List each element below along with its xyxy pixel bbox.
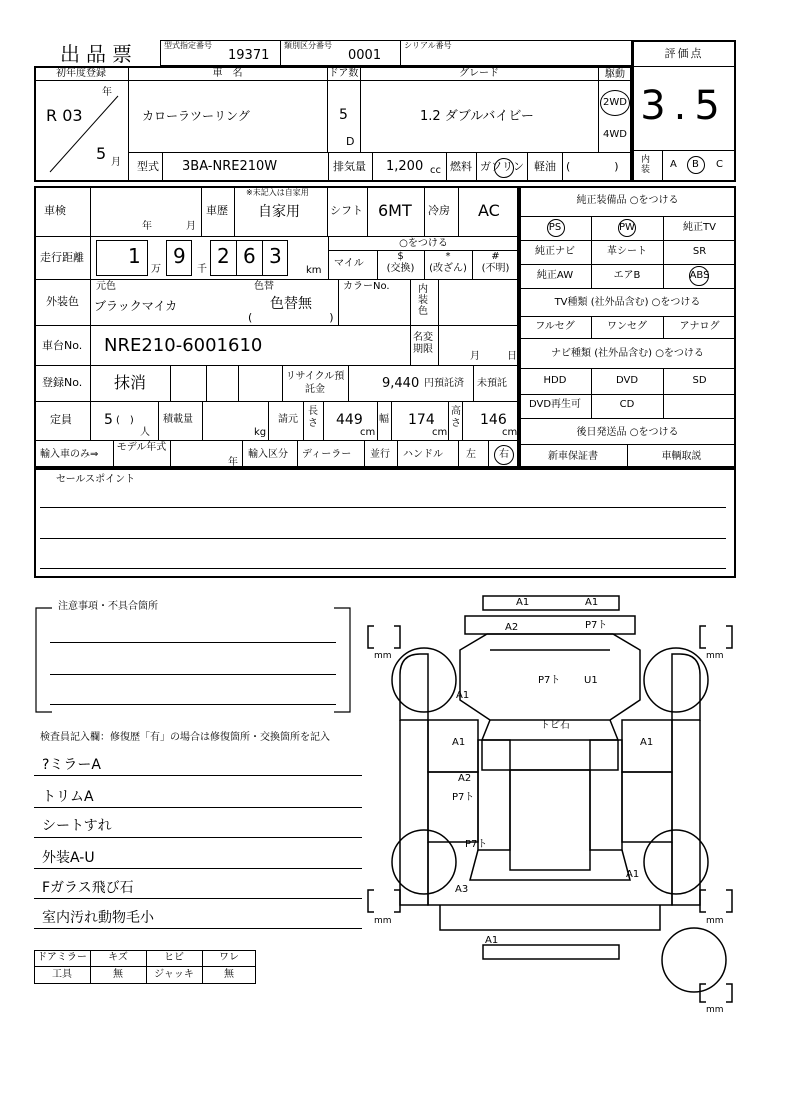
model-value: 3BA-NRE210W bbox=[182, 159, 278, 174]
note-line-4: 外装A-U bbox=[42, 850, 95, 866]
mileage-digit-5: 3 bbox=[269, 244, 282, 268]
interior-c[interactable]: C bbox=[716, 159, 723, 170]
dmg-rear-bumper: A1 bbox=[485, 935, 499, 946]
legend-header-mirror: ドアミラー bbox=[37, 952, 87, 963]
dmg-rear-door-left-b: P7ト bbox=[452, 792, 475, 803]
inspection-year-unit: 年 bbox=[142, 221, 152, 232]
note-line-1: ?ミラーA bbox=[42, 757, 102, 773]
month-value: 5 bbox=[96, 144, 107, 163]
navi-sd[interactable]: SD bbox=[692, 375, 707, 386]
legend-tools-value: 無 bbox=[113, 969, 123, 980]
dmg-front-bumper-left: A1 bbox=[516, 597, 530, 608]
dmg-front-fender-left: A1 bbox=[456, 690, 470, 701]
mm-unit-rr: mm bbox=[706, 916, 724, 926]
length-unit: cm bbox=[360, 427, 376, 438]
recycle-unpaid: 未預託 bbox=[477, 378, 507, 389]
inspection-label: 車検 bbox=[44, 204, 66, 217]
doors-label: ドア数 bbox=[328, 68, 359, 79]
navi-dvd-play[interactable]: DVD再生可 bbox=[528, 399, 582, 410]
height-label: 高さ bbox=[451, 406, 461, 429]
original-color-value: ブラックマイカ bbox=[94, 299, 178, 313]
equip-tv[interactable]: 純正TV bbox=[683, 222, 716, 233]
name-change-label: 名変期限 bbox=[413, 332, 433, 355]
exchange-sym: $ bbox=[397, 251, 404, 262]
serial-label: シリアル番号 bbox=[404, 41, 452, 50]
left-label[interactable]: 左 bbox=[466, 449, 476, 460]
type-cert-value: 19371 bbox=[228, 48, 270, 63]
history-note: ※未記入は自家用 bbox=[246, 188, 309, 197]
width-label: 幅 bbox=[379, 414, 389, 425]
dmg-roof-left: P7ト bbox=[538, 675, 561, 686]
tv-fullseg[interactable]: フルセグ bbox=[535, 321, 575, 332]
height-unit: cm bbox=[502, 427, 518, 438]
class-value: 0001 bbox=[348, 48, 382, 63]
dmg-roof-right: U1 bbox=[584, 675, 598, 686]
year-unit: 年 bbox=[102, 87, 112, 98]
original-color-label: 元色 bbox=[96, 281, 116, 292]
model-year-unit: 年 bbox=[228, 457, 238, 468]
fuel-paren: ( ) bbox=[566, 160, 619, 173]
sales-point-box bbox=[34, 468, 736, 578]
interior-b[interactable]: B bbox=[692, 159, 699, 170]
fuel-light[interactable]: 軽油 bbox=[534, 160, 556, 173]
chassis-value: NRE210-6001610 bbox=[104, 335, 263, 356]
mm-unit-fl: mm bbox=[374, 651, 392, 661]
tv-title: TV種類 (社外品含む) ○をつける bbox=[554, 297, 701, 308]
equip-airbag[interactable]: エアB bbox=[613, 270, 641, 281]
exchange-label[interactable]: (交換) bbox=[386, 263, 415, 274]
exterior-label: 外装色 bbox=[46, 295, 79, 308]
color-no-label: カラーNo. bbox=[343, 281, 390, 292]
history-label: 車歴 bbox=[206, 204, 228, 217]
tamper-sym: * bbox=[445, 251, 451, 262]
model-year-label: モデル年式 bbox=[116, 442, 167, 453]
dmg-front-bumper-right: A1 bbox=[585, 597, 599, 608]
capacity-label: 定員 bbox=[50, 413, 72, 426]
import-label: 輸入車のみ⇒ bbox=[40, 449, 99, 460]
note-line-5: Fガラス飛び石 bbox=[42, 880, 134, 896]
interior-a[interactable]: A bbox=[670, 159, 677, 170]
month-unit: 月 bbox=[111, 157, 121, 168]
circle-note: ○をつける bbox=[399, 238, 448, 249]
displacement-label: 排気量 bbox=[333, 160, 366, 173]
later-manual[interactable]: 車輌取説 bbox=[661, 451, 702, 462]
shift-value: 6MT bbox=[378, 201, 412, 220]
mm-unit-spare: mm bbox=[706, 1005, 724, 1015]
era-year: R 03 bbox=[46, 106, 83, 125]
grade-label: グレード bbox=[459, 68, 499, 79]
recycle-value: 9,440 bbox=[382, 376, 420, 391]
equipment-title: 純正装備品 ○をつける bbox=[576, 195, 679, 206]
legend-tools: 工具 bbox=[52, 969, 72, 980]
note-line-3: シートすれ bbox=[42, 818, 112, 834]
parallel-label[interactable]: 並行 bbox=[370, 449, 390, 460]
legend-header-break: ワレ bbox=[219, 952, 239, 963]
tv-oneseg[interactable]: ワンセグ bbox=[607, 321, 647, 332]
mileage-digit-1: 1 bbox=[128, 244, 141, 268]
displacement-value: 1,200 bbox=[386, 159, 424, 174]
doors-value: 5 bbox=[339, 107, 348, 123]
legend-header-scratch: キズ bbox=[108, 952, 128, 963]
equip-abs[interactable]: ABS bbox=[689, 270, 710, 281]
unknown-sym: # bbox=[491, 251, 500, 262]
equip-ps[interactable]: PS bbox=[548, 222, 562, 233]
import-class-label: 輸入区分 bbox=[248, 449, 288, 460]
inspection-month-unit: 月 bbox=[186, 221, 196, 232]
equip-aw[interactable]: 純正AW bbox=[536, 270, 574, 281]
person-unit: 人 bbox=[140, 427, 150, 438]
caution-label: 注意事項・不具合箇所 bbox=[58, 601, 158, 612]
repaint-paren: ( ) bbox=[248, 311, 334, 324]
dmg-windshield: トビ石 bbox=[540, 720, 570, 731]
reg-no-label: 登録No. bbox=[42, 376, 83, 389]
handle-label: ハンドル bbox=[403, 449, 443, 460]
fuel-label: 燃料 bbox=[450, 160, 472, 173]
drive-label: 駆動 bbox=[605, 69, 625, 80]
name-change-day-unit: 日 bbox=[507, 351, 517, 362]
caution-bracket bbox=[32, 606, 354, 716]
unknown-label[interactable]: (不明) bbox=[481, 263, 510, 274]
height-value: 146 bbox=[480, 412, 507, 428]
name-change-month-unit: 月 bbox=[470, 351, 480, 362]
dmg-hood-left: A2 bbox=[505, 622, 519, 633]
dmg-rear-left: A3 bbox=[455, 884, 469, 895]
model-label: 型式 bbox=[137, 160, 159, 173]
navi-dvd[interactable]: DVD bbox=[615, 375, 639, 386]
fuel-gas[interactable]: ガソリン bbox=[480, 160, 524, 173]
capacity-value: 5 bbox=[104, 412, 113, 428]
request-label: 請元 bbox=[278, 414, 298, 425]
car-name: カローラツーリング bbox=[142, 109, 250, 123]
capacity-paren: ( ) bbox=[116, 415, 134, 426]
dmg-rear-right: A1 bbox=[626, 869, 640, 880]
equip-navi[interactable]: 純正ナビ bbox=[535, 246, 575, 257]
recycle-status: 円預託済 bbox=[424, 378, 464, 389]
navi-title: ナビ種類 (社外品含む) ○をつける bbox=[551, 348, 704, 359]
repaint-label: 色替 bbox=[254, 281, 274, 292]
sales-point-label: セールスポイント bbox=[56, 474, 136, 485]
mileage-digit-4: 6 bbox=[243, 244, 256, 268]
legend-jack-value: 無 bbox=[224, 969, 234, 980]
car-damage-diagram bbox=[360, 590, 740, 1020]
dmg-hood-right: P7ト bbox=[585, 620, 608, 631]
tv-analog[interactable]: アナログ bbox=[679, 321, 720, 332]
mileage-digit-3: 2 bbox=[217, 244, 230, 268]
legend-jack: ジャッキ bbox=[154, 969, 194, 980]
displacement-unit: cc bbox=[430, 165, 441, 176]
width-unit: cm bbox=[432, 427, 448, 438]
later-warranty[interactable]: 新車保証書 bbox=[548, 451, 598, 462]
mile-label[interactable]: マイル bbox=[334, 258, 364, 269]
equip-sr[interactable]: SR bbox=[692, 246, 707, 257]
dealer-label[interactable]: ディーラー bbox=[302, 449, 352, 460]
ac-value: AC bbox=[478, 201, 500, 220]
mileage-digit-2: 9 bbox=[173, 244, 186, 268]
dmg-rear-door-left-a: A2 bbox=[458, 773, 472, 784]
equip-leather[interactable]: 革シート bbox=[607, 246, 647, 257]
class-label: 類別区分番号 bbox=[284, 41, 332, 50]
drive-4wd[interactable]: 4WD bbox=[603, 129, 627, 140]
mm-unit-rl: mm bbox=[374, 916, 392, 926]
repaint-value: 色替無 bbox=[270, 296, 312, 312]
kg-unit: kg bbox=[254, 427, 267, 438]
score-label: 評価点 bbox=[664, 47, 704, 60]
navi-cd[interactable]: CD bbox=[619, 399, 635, 410]
reg-no-value: 抹消 bbox=[114, 373, 147, 392]
interior-label: 内装 bbox=[641, 155, 651, 175]
tamper-label[interactable]: (改ざん) bbox=[429, 263, 467, 274]
mm-unit-fr: mm bbox=[706, 651, 724, 661]
note-line-6: 室内汚れ動物毛小 bbox=[42, 910, 154, 926]
chassis-label: 車台No. bbox=[42, 339, 83, 352]
load-label: 積載量 bbox=[163, 414, 193, 425]
right-label[interactable]: 右 bbox=[499, 449, 509, 460]
width-value: 174 bbox=[408, 412, 435, 428]
recycle-label: リサイクル預託金 bbox=[285, 371, 345, 395]
inspector-label: 検査員記入欄：修復歴「有」の場合は修復箇所・交換箇所を記入 bbox=[40, 732, 330, 743]
drive-2wd[interactable]: 2WD bbox=[603, 97, 627, 108]
length-value: 449 bbox=[336, 412, 363, 428]
car-name-label: 車 名 bbox=[212, 68, 243, 79]
shift-label: シフト bbox=[330, 204, 363, 217]
doors-type: D bbox=[346, 135, 355, 148]
mileage-label: 走行距離 bbox=[40, 251, 84, 264]
later-title: 後日発送品 ○をつける bbox=[576, 427, 679, 438]
km-unit: km bbox=[306, 265, 322, 276]
grade-value: 1.2 ダブルバイビー bbox=[420, 109, 534, 124]
navi-hdd[interactable]: HDD bbox=[543, 375, 567, 386]
length-label: 長さ bbox=[308, 406, 318, 429]
note-line-2: トリムA bbox=[42, 789, 94, 805]
score-value: 3.5 bbox=[640, 83, 728, 129]
sen-unit: 千 bbox=[197, 264, 207, 275]
dmg-front-door-right: A1 bbox=[640, 737, 654, 748]
equip-pw[interactable]: PW bbox=[619, 222, 635, 233]
type-cert-label: 型式指定番号 bbox=[164, 41, 212, 50]
first-reg-label: 初年度登録 bbox=[56, 68, 106, 79]
legend-header-crack: ヒビ bbox=[164, 952, 184, 963]
history-value: 自家用 bbox=[258, 204, 300, 220]
dmg-rear-panel: P7ト bbox=[465, 839, 488, 850]
dmg-front-door-left: A1 bbox=[452, 737, 466, 748]
man-unit: 万 bbox=[151, 264, 161, 275]
page-title: 出品票 bbox=[60, 42, 138, 66]
interior-color-label: 内装色 bbox=[418, 284, 428, 317]
ac-label: 冷房 bbox=[428, 204, 450, 217]
